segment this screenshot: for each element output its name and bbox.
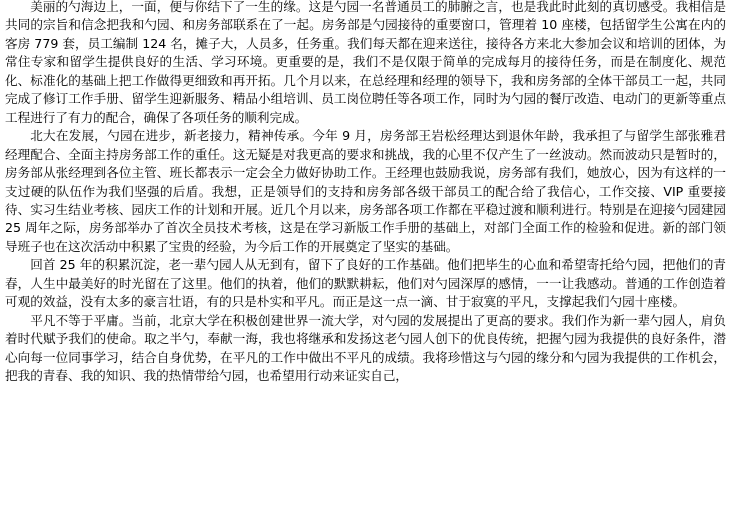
- paragraph-1: 美丽的勺海边上，一面，便与你结下了一生的缘。这是勺园一名普通员工的肺腑之言，也是我此时此刻的真切感受。我相信是共同的宗旨和信念把我和勺园、和房务部联系在了一起。房务部是勺园接待的重要窗口，管理着 10 座楼，包括留学生公寓在内的客房 779 套，员工编制 124 名，摊子大，人员多，任务重。我们每天都在迎来送往，接待各方来北大参加会议和培训的团体，为常住专家和留学生提供良好的生活、学习环境。更重要的是，我们不是仅限于简单的完成每月的接待任务，而是在制度化、规范化、标准化的基础上把工作做得更细致和再开拓。几个月以来，在总经理和经理的领导下，我和房务部的全体干部员工一起，共同完成了修订工作手册、留学生迎新服务、精品小组培训、员工岗位聘任等各项工作，同时为勺园的餐厅改造、电动门的更新等重点工程进行了有力的配合，确保了各项任务的顺利完成。: [5, 0, 726, 125]
- paragraph-2: 北大在发展，勺园在进步，新老接力，精神传承。今年 9 月，房务部王岩松经理达到退休年龄，我承担了与留学生部张雅君经理配合、全面主持房务部工作的重任。这无疑是对我更高的要求和挑战，我的心里不仅产生了一丝波动。然而波动只是暂时的，房务部从张经理到各位主管、班长都表示一定会全力做好协助工作。王经理也鼓励我说，房务部有我们，她放心，因为有这样的一支过硬的队伍作为我们坚强的后盾。我想，正是领导们的支持和房务部各级干部员工的配合给了我信心，工作交接、VIP 重要接待、实习生结业考核、园庆工作的计划和开展。近几个月以来，房务部各项工作都在平稳过渡和顺利进行。特别是在迎接勺园建园 25 周年之际，房务部举办了首次全员技术考核，这是在学习新版工作手册的基础上，对部门全面工作的检验和促进。新的部门领导班子也在这次活动中积累了宝贵的经验，为今后工作的开展奠定了坚实的基础。: [5, 128, 726, 254]
- document-body: [5, 0, 726, 386]
- paragraph-3: 回首 25 年的积累沉淀，老一辈勺园人从无到有，留下了良好的工作基础。他们把毕生的心血和希望寄托给勺园，把他们的青春，人生中最美好的时光留在了这里。他们的执着，他们的默默耕耘，他们对勺园深厚的感情，一一让我感动。普通的工作创造着可观的效益，没有太多的豪言壮语，有的只是朴实和平凡。而正是这一点一滴、甘于寂寞的平凡，支撑起我们勺园十座楼。: [5, 257, 726, 310]
- paragraph-4: 平凡不等于平庸。当前，北京大学在积极创建世界一流大学，对勺园的发展提出了更高的要求。我们作为新一辈勺园人，肩负着时代赋予我们的使命。取之半勺，奉献一海，我也将继承和发扬这老勺园人创下的优良传统，把握勺园为我提供的良好条件，潜心向每一位同事学习，结合自身优势，在平凡的工作中做出不平凡的成绩。我将珍惜这与勺园的缘分和勺园为我提供的工作机会，把我的青春、我的知识、我的热情带给勺园，也希望用行动来证实自己，: [5, 312, 726, 384]
